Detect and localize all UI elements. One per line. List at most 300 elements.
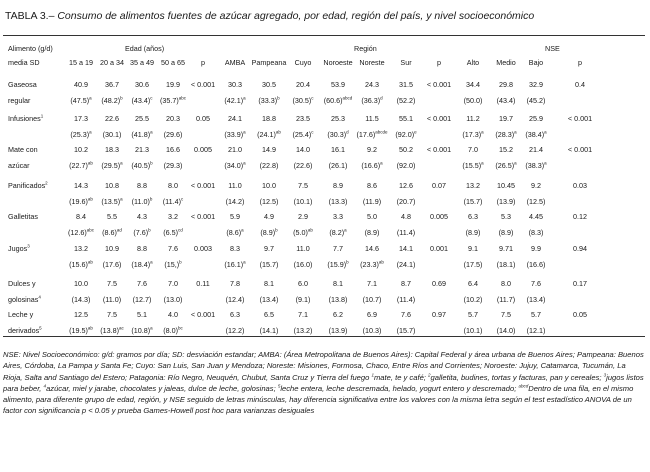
column-header: Sur xyxy=(400,58,412,67)
row-label: Jugos$^3$ xyxy=(8,243,30,253)
sd-number: (12.2) xyxy=(225,326,245,335)
significance-letters: b xyxy=(277,95,280,101)
significance-letters: ab xyxy=(307,227,313,233)
mean-value: 11.0 xyxy=(296,244,310,253)
sd-number: (11.7) xyxy=(496,295,516,304)
nse-group-header: NSE xyxy=(545,44,560,53)
sd-number: (17.5) xyxy=(463,260,483,269)
significance-letters: abc xyxy=(86,227,95,233)
sd-value xyxy=(376,228,436,237)
sd-value xyxy=(376,130,436,139)
region-group-header: Región xyxy=(354,44,377,53)
mean-value: < 0.001 xyxy=(426,145,452,154)
mean-value: 10.9 xyxy=(105,244,119,253)
mean-value: 9.7 xyxy=(264,244,274,253)
row-label: Leche y xyxy=(8,310,34,319)
mean-value: 0.05 xyxy=(573,310,587,319)
mean-value: 14.9 xyxy=(262,145,276,154)
sd-number: (24.1) xyxy=(257,130,276,139)
significance-letters: a xyxy=(344,227,347,233)
sd-number: (15.7) xyxy=(463,197,483,206)
sd-number: (15.7) xyxy=(259,260,279,269)
mean-value: 21.4 xyxy=(529,145,543,154)
mean-value: 0.12 xyxy=(573,212,587,221)
sd-number: (12.1) xyxy=(526,326,546,335)
mean-value: 19.7 xyxy=(499,114,513,123)
sd-number: (50.0) xyxy=(463,96,483,105)
sd-number: (10.2) xyxy=(463,295,483,304)
mean-value: < 0.001 xyxy=(190,181,216,190)
sd-number: (8.6) xyxy=(102,228,117,237)
significance-letters: a xyxy=(243,95,246,101)
mean-value: 9.71 xyxy=(499,244,513,253)
mean-value: 8.4 xyxy=(76,212,86,221)
mean-value: 7.1 xyxy=(367,279,377,288)
sd-number: (13.8) xyxy=(328,295,348,304)
mean-value: 7.5 xyxy=(501,310,511,319)
row-label: Panificados$^2$ xyxy=(8,180,48,190)
mean-value: 9.2 xyxy=(367,145,377,154)
significance-letters: c xyxy=(311,129,314,135)
sd-number: (10.7) xyxy=(362,295,382,304)
sd-value xyxy=(143,96,203,105)
mean-value: 5.9 xyxy=(230,212,240,221)
row-label-cont: golosinas$^4$ xyxy=(8,294,41,304)
sd-value xyxy=(506,326,566,335)
sd-value xyxy=(376,96,436,105)
mean-value: 7.1 xyxy=(298,310,308,319)
sd-number: (52.2) xyxy=(396,96,416,105)
column-header: Pampeana xyxy=(251,58,287,67)
mean-value: 20.3 xyxy=(166,114,180,123)
sd-number: (22.6) xyxy=(293,161,313,170)
mean-value: < 0.001 xyxy=(190,212,216,221)
mean-value: 5.5 xyxy=(107,212,117,221)
mean-value: 4.0 xyxy=(168,310,178,319)
sd-number: (8.6) xyxy=(226,228,242,237)
mean-value: 11.2 xyxy=(466,114,480,123)
column-header: Alto xyxy=(466,58,480,67)
mean-value: 29.8 xyxy=(499,80,513,89)
mean-value: 30.3 xyxy=(228,80,242,89)
sd-value xyxy=(506,130,566,139)
mean-value: 12.5 xyxy=(74,310,88,319)
sd-value xyxy=(143,326,203,335)
mean-value: 8.8 xyxy=(137,244,147,253)
mean-value: 21.3 xyxy=(135,145,149,154)
row-label: Infusiones$^1$ xyxy=(8,113,44,123)
mean-value: 3.3 xyxy=(333,212,343,221)
significance-letters: ab xyxy=(87,196,93,202)
mean-value: 40.9 xyxy=(74,80,88,89)
significance-letters: a xyxy=(243,160,246,166)
mean-value: 34.4 xyxy=(466,80,480,89)
mean-value: 6.4 xyxy=(468,279,478,288)
mean-value: 0.005 xyxy=(194,145,212,154)
mean-value: 25.3 xyxy=(331,114,345,123)
row-label: Galletitas xyxy=(8,212,38,221)
mean-value: 23.5 xyxy=(296,114,310,123)
sd-number: (24.1) xyxy=(396,260,416,269)
sd-number: (11.4) xyxy=(396,228,416,237)
mean-value: < 0.001 xyxy=(426,80,452,89)
sd-value xyxy=(376,326,436,335)
mean-value: 4.8 xyxy=(401,212,411,221)
significance-letters: cd xyxy=(178,227,183,233)
sd-number: (33.9) xyxy=(224,130,244,139)
mean-value: 0.69 xyxy=(432,279,446,288)
row-label-cont: derivados$^5$ xyxy=(8,325,42,335)
mean-value: 7.6 xyxy=(401,310,411,319)
food-column-header: Alimento (g/d) xyxy=(8,44,53,53)
sd-number: (15.7) xyxy=(396,326,416,335)
sd-number: (45.2) xyxy=(526,96,546,105)
sd-number: (22.7) xyxy=(69,161,88,170)
sd-value xyxy=(376,161,436,170)
mean-value: 8.1 xyxy=(264,279,274,288)
mean-value: < 0.001 xyxy=(567,145,593,154)
significance-letters: a xyxy=(481,129,484,135)
mean-value: 8.0 xyxy=(168,181,178,190)
row-label: Mate con xyxy=(8,145,38,154)
mean-value: < 0.001 xyxy=(190,80,216,89)
significance-letters: a xyxy=(243,259,246,265)
mean-value: 0.11 xyxy=(196,279,210,288)
mean-value: 14.3 xyxy=(74,181,88,190)
significance-letters: a xyxy=(89,129,92,135)
sd-number: (43.4) xyxy=(496,96,516,105)
column-header: Medio xyxy=(496,58,516,67)
sd-number: (17.6) xyxy=(102,260,122,269)
mean-value: 25.9 xyxy=(529,114,543,123)
significance-letters: a xyxy=(380,160,383,166)
significance-letters: a xyxy=(514,160,517,166)
row-label-cont: regular xyxy=(8,96,31,105)
mean-value: 10.45 xyxy=(497,181,515,190)
significance-letters: ab xyxy=(275,129,281,135)
mean-value: 20.4 xyxy=(296,80,310,89)
significance-letters: ab xyxy=(87,325,93,331)
mean-value: 7.0 xyxy=(168,279,178,288)
column-header: 15 a 19 xyxy=(69,58,93,67)
mean-value: 31.5 xyxy=(399,80,413,89)
sd-number: (13.9) xyxy=(496,197,516,206)
significance-letters: e xyxy=(414,129,417,135)
significance-letters: abcde xyxy=(375,129,388,135)
mean-value: 4.3 xyxy=(137,212,147,221)
sd-number: (13.9) xyxy=(328,326,348,335)
sd-number: (15,) xyxy=(164,260,180,269)
mean-value: 5.7 xyxy=(531,310,541,319)
mean-value: 10.8 xyxy=(105,181,119,190)
mean-value: 0.03 xyxy=(573,181,587,190)
mean-value: 11.0 xyxy=(228,181,242,190)
mean-value: 0.003 xyxy=(194,244,212,253)
significance-letters: bc xyxy=(178,325,183,331)
mean-value: 25.5 xyxy=(135,114,149,123)
sd-number: (12.5) xyxy=(526,197,546,206)
mean-value: 14.0 xyxy=(296,145,310,154)
mean-value: 11.5 xyxy=(365,114,379,123)
sd-number: (15.9) xyxy=(327,260,347,269)
mean-value: 6.3 xyxy=(468,212,478,221)
significance-letters: c xyxy=(311,95,314,101)
significance-letters: b xyxy=(120,95,123,101)
column-header: Noreste xyxy=(359,58,385,67)
mean-value: 0.05 xyxy=(196,114,210,123)
sd-number: (13.2) xyxy=(293,326,313,335)
mean-value: 16.6 xyxy=(166,145,180,154)
significance-letters: abcd xyxy=(342,95,353,101)
sd-value xyxy=(143,228,203,237)
mean-value: < 0.001 xyxy=(426,114,452,123)
significance-letters: ab xyxy=(378,259,384,265)
sd-number: (11.0) xyxy=(131,197,150,206)
sd-number: (40.5) xyxy=(131,161,151,170)
sd-number: (8.2) xyxy=(329,228,345,237)
column-header: AMBA xyxy=(224,58,246,67)
mean-value: 30.6 xyxy=(135,80,149,89)
mean-value: 0.001 xyxy=(430,244,448,253)
significance-letters: b xyxy=(179,259,182,265)
sd-number: (16.1) xyxy=(224,260,244,269)
sd-number: (26.1) xyxy=(328,161,348,170)
significance-letters: ab xyxy=(87,160,93,166)
significance-letters: a xyxy=(544,160,547,166)
sd-number: (13.5) xyxy=(101,197,121,206)
significance-letters: a xyxy=(150,259,153,265)
sd-number: (17.6) xyxy=(356,130,376,139)
sd-number: (19.6) xyxy=(69,197,88,206)
column-header: p xyxy=(201,58,205,67)
sd-number: (14.1) xyxy=(259,326,279,335)
significance-letters: a xyxy=(120,196,123,202)
sd-number: (43.4) xyxy=(131,96,151,105)
sd-number: (13.3) xyxy=(328,197,348,206)
column-header: Cuyo xyxy=(294,58,312,67)
sd-number: (9.1) xyxy=(295,295,311,304)
table-footnotes: NSE: Nivel Socioeconómico: g/d: gramos por día; SD: desviación estandar; AMBA: (Área Metropolitana de Buenos Aires): Capital Federal y área urbana de Buenos Aires; Pampeana: Buenos Aires, Córdoba, La Pampa y Santa Fe; Cuyo: San Luis, San Juan y Mendoza; Noreste: Misiones, Formosa, Chaco, Entre Ríos and Corrientes; Noroeste: Jujuy, Catamarca, Tucumán, La Rioja, Salta and Santiago del Estero; Patagonia: Río Negro, Neuquén, Chubut, Santa Cruz y Tierra del fuego $^1$mate, te y café; $^2$galletita, budines, tortas y facturas, pan y cereales; $^3$jugos listos para beber, $^4$azúcar, miel y jarabe, chocolates y jaleas, dulce de leche, golosinas; $^5$leche entera, leche descremada, helado, yogurt entero y descremado; $^{abcd}$Dentro de una fila, en el mismo alimento, para diferente grupo de edad, región, y NSE seguido de letras minúsculas, hay diferencia significativa entre los valores con la misma letra según el test estadístico ANOVA de un factor con significancia p < 0.05 y prueba Games-Howell post hoc para varianzas desiguales xyxy=(3,350,644,416)
sd-number: (33.3) xyxy=(258,96,278,105)
sd-value xyxy=(143,161,203,170)
column-header: Noroeste xyxy=(323,58,353,67)
sd-number: (10.8) xyxy=(131,326,151,335)
significance-letters: a xyxy=(514,129,517,135)
sd-number: (11.0) xyxy=(102,295,122,304)
mean-value: 10.2 xyxy=(74,145,88,154)
sd-number: (29.5) xyxy=(101,161,121,170)
significance-letters: a xyxy=(150,129,153,135)
table-title: TABLA 3.– Consumo de alimentos fuentes de azúcar agregado, por edad, región del país, y nivel socioeconómico xyxy=(5,10,535,22)
sd-number: (6.5) xyxy=(163,228,178,237)
column-header: p xyxy=(578,58,582,67)
sd-number: (16.0) xyxy=(293,260,313,269)
significance-letters: a xyxy=(243,129,246,135)
mean-value: 21.0 xyxy=(228,145,242,154)
row-label: Dulces y xyxy=(8,279,36,288)
significance-letters: b xyxy=(275,227,278,233)
column-header: 20 a 34 xyxy=(100,58,124,67)
sd-number: (20.7) xyxy=(396,197,416,206)
sd-number: (16.6) xyxy=(526,260,546,269)
row-label: Gaseosa xyxy=(8,80,37,89)
top-rule xyxy=(3,35,645,36)
sd-number: (8.3) xyxy=(528,228,544,237)
mean-value: 7.6 xyxy=(531,279,541,288)
sd-value xyxy=(376,197,436,206)
sd-value xyxy=(506,228,566,237)
sd-value xyxy=(143,295,203,304)
sd-number: (14.3) xyxy=(71,295,91,304)
sd-number: (47.5) xyxy=(70,96,90,105)
significance-letters: b xyxy=(148,227,151,233)
mean-value: < 0.001 xyxy=(567,114,593,123)
sd-value xyxy=(143,130,203,139)
mean-value: 6.2 xyxy=(333,310,343,319)
mean-value: 0.97 xyxy=(432,310,446,319)
mean-value: 8.0 xyxy=(501,279,511,288)
sd-number: (48.2) xyxy=(101,96,121,105)
sd-number: (10.1) xyxy=(293,197,313,206)
sd-value xyxy=(376,260,436,269)
column-header: Bajo xyxy=(528,58,544,67)
column-header: 35 a 49 xyxy=(130,58,154,67)
mean-value: 2.9 xyxy=(298,212,308,221)
mean-value: 13.2 xyxy=(74,244,88,253)
label-footnote-mark: 4 xyxy=(38,294,41,300)
sd-number: (36.3) xyxy=(361,96,381,105)
row-label-cont: azúcar xyxy=(8,161,30,170)
mean-value: 9.2 xyxy=(531,181,541,190)
sd-value xyxy=(506,96,566,105)
sd-number: (10.1) xyxy=(463,326,483,335)
mean-value: 4.45 xyxy=(529,212,543,221)
mean-value: 3.2 xyxy=(168,212,178,221)
sd-number: (38.3) xyxy=(525,161,545,170)
significance-letters: ac xyxy=(119,325,124,331)
sd-number: (12.5) xyxy=(259,197,279,206)
significance-letters: ab xyxy=(87,259,93,265)
mean-value: 7.5 xyxy=(107,279,117,288)
mean-value: 7.6 xyxy=(137,279,147,288)
sd-value xyxy=(143,197,203,206)
sd-number: (8.0) xyxy=(163,326,178,335)
sd-number: (8.9) xyxy=(260,228,276,237)
label-footnote-mark: 1 xyxy=(40,113,44,119)
mean-value: 18.3 xyxy=(105,145,119,154)
mean-value: 7.5 xyxy=(107,310,117,319)
mean-value: 6.9 xyxy=(367,310,377,319)
sd-number: (92.0) xyxy=(395,130,415,139)
mean-value: 7.7 xyxy=(333,244,343,253)
sd-number: (30.3) xyxy=(327,130,347,139)
sd-value xyxy=(506,260,566,269)
mean-value: 12.6 xyxy=(399,181,413,190)
sd-number: (18.4) xyxy=(131,260,151,269)
mean-value: 36.7 xyxy=(105,80,119,89)
sd-value xyxy=(376,295,436,304)
sd-number: (13.4) xyxy=(259,295,279,304)
stat-column-header: media SD xyxy=(8,58,40,67)
significance-letters: c xyxy=(150,95,153,101)
significance-letters: ad xyxy=(116,227,122,233)
sd-number: (18.1) xyxy=(496,260,516,269)
mean-value: 0.94 xyxy=(573,244,587,253)
sd-value xyxy=(143,260,203,269)
sd-number: (41.8) xyxy=(131,130,151,139)
significance-letters: a xyxy=(544,129,547,135)
significance-letters: a xyxy=(241,227,244,233)
mean-value: 9.1 xyxy=(468,244,478,253)
significance-letters: a xyxy=(150,325,153,331)
mean-value: 17.3 xyxy=(74,114,88,123)
mean-value: 0.07 xyxy=(432,181,446,190)
significance-letters: b xyxy=(346,259,349,265)
mean-value: 16.1 xyxy=(331,145,345,154)
mean-value: 0.005 xyxy=(430,212,448,221)
column-header: 50 a 65 xyxy=(161,58,185,67)
mean-value: 9.9 xyxy=(531,244,541,253)
sd-number: (7.6) xyxy=(133,228,149,237)
sd-number: (29.6) xyxy=(163,130,183,139)
mean-value: 7.8 xyxy=(230,279,240,288)
mean-value: 7.0 xyxy=(468,145,478,154)
label-footnote-mark: 5 xyxy=(39,325,42,331)
significance-letters: d xyxy=(380,95,383,101)
mean-value: 15.2 xyxy=(499,145,513,154)
sd-number: (25.4) xyxy=(292,130,312,139)
sd-number: (8.9) xyxy=(498,228,514,237)
sd-number: (12.7) xyxy=(132,295,152,304)
sd-number: (11.9) xyxy=(362,197,382,206)
mean-value: 30.5 xyxy=(262,80,276,89)
mean-value: 4.9 xyxy=(264,212,274,221)
mean-value: 8.1 xyxy=(333,279,343,288)
mean-value: 5.0 xyxy=(367,212,377,221)
sd-value xyxy=(506,197,566,206)
sd-number: (30.5) xyxy=(292,96,312,105)
sd-number: (16.6) xyxy=(361,161,381,170)
significance-letters: b xyxy=(150,160,153,166)
mean-value: 8.6 xyxy=(367,181,377,190)
sd-number: (42.1) xyxy=(224,96,244,105)
significance-letters: c xyxy=(181,196,184,202)
sd-number: (34.0) xyxy=(224,161,244,170)
sd-number: (30.1) xyxy=(102,130,122,139)
mean-value: 53.9 xyxy=(331,80,345,89)
sd-number: (13.4) xyxy=(526,295,546,304)
sd-number: (12.4) xyxy=(225,295,245,304)
sd-number: (13.8) xyxy=(100,326,119,335)
sd-number: (13.0) xyxy=(163,295,183,304)
significance-letters: a xyxy=(89,95,92,101)
mean-value: 7.5 xyxy=(298,181,308,190)
sd-number: (23.3) xyxy=(360,260,379,269)
mean-value: 14.1 xyxy=(399,244,413,253)
mean-value: 8.9 xyxy=(333,181,343,190)
sd-number: (35.7) xyxy=(159,96,179,105)
sd-value xyxy=(506,161,566,170)
mean-value: 7.6 xyxy=(168,244,178,253)
mean-value: 8.7 xyxy=(401,279,411,288)
sd-number: (8.9) xyxy=(364,228,380,237)
mean-value: 5.3 xyxy=(501,212,511,221)
label-footnote-mark: 2 xyxy=(45,180,48,186)
mean-value: 19.9 xyxy=(166,80,180,89)
sd-number: (14.2) xyxy=(225,197,245,206)
sd-number: (11.4) xyxy=(396,295,416,304)
edad-group-header: Edad (años) xyxy=(125,44,165,53)
